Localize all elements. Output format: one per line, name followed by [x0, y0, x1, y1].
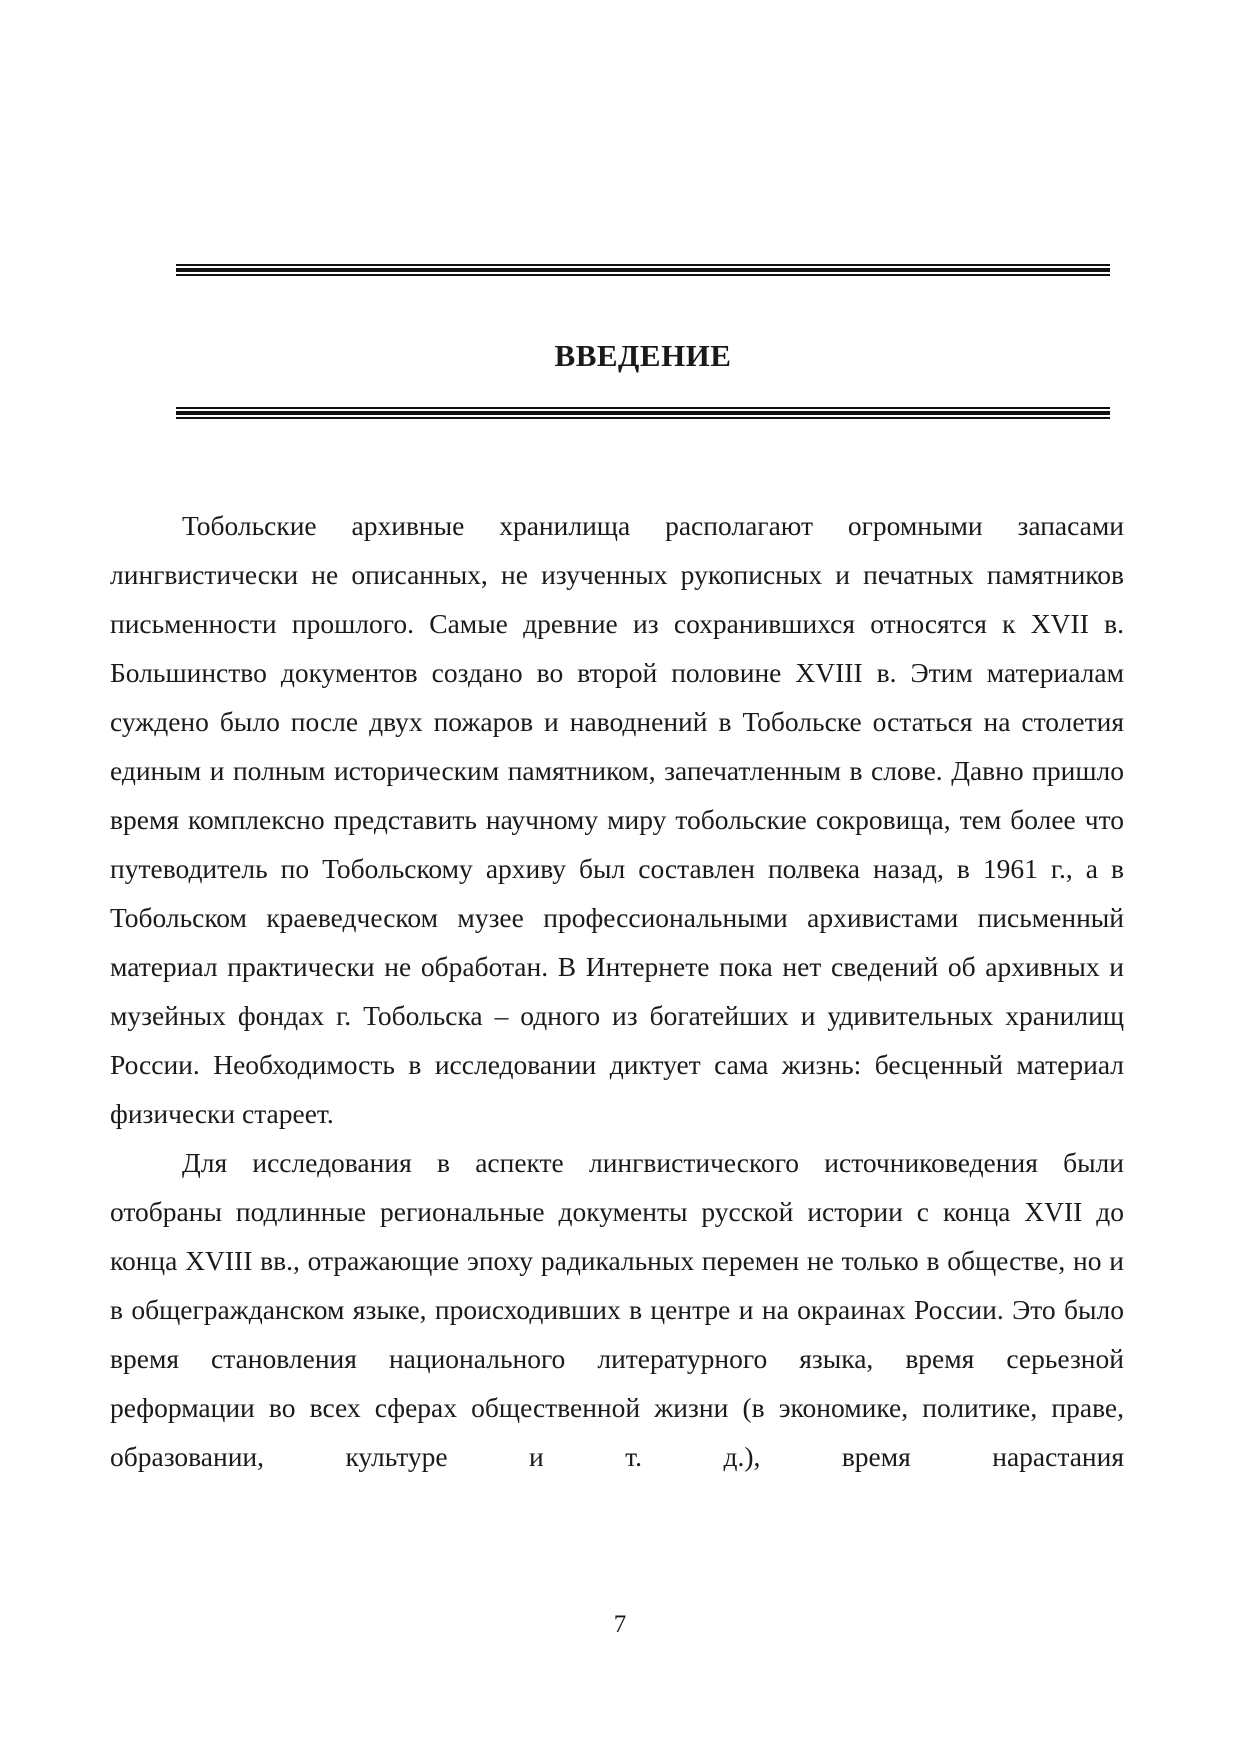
heading-bottom-rule	[176, 407, 1110, 419]
chapter-heading: ВВЕДЕНИЕ	[554, 338, 732, 373]
paragraph: Тобольские архивные хранилища располагают огромными запасами лингвистически не описанных, не изученных рукописных и печатных памятников письменности прошлого. Самые древние из сохранившихся относятся к XVII в. Большинство документов создано во второй половине XVIII в. Этим материалам суждено было после двух пожаров и наводнений в Тобольске остаться на столетия единым и полным историческим памятником, запечатленным в слове. Давно пришло время комплексно представить научному миру тобольские сокровища, тем более что путеводитель по Тобольскому архиву был составлен полвека назад, в 1961 г., а в Тобольском краеведческом музее профессиональными архивистами письменный материал практически не обработан. В Интернете пока нет сведений об архивных и музейных фондах г. Тобольска – одного из богатейших и удивительных хранилищ России. Необходимость в исследовании диктует сама жизнь: бесценный материал физически стареет.	[110, 510, 1124, 1129]
heading-top-rule	[176, 264, 1110, 276]
body-text	[110, 501, 1124, 1481]
page-number: 7	[613, 1611, 627, 1638]
paragraph: Для исследования в аспекте лингвистического источниковедения были отобраны подлинные региональные документы русской истории с конца XVII до конца XVIII вв., отражающие эпоху радикальных перемен не только в обществе, но и в общегражданском языке, происходивших в центре и на окраинах России. Это было время становления национального литературного языка, время серьезной реформации во всех сферах общественной жизни (в экономике, политике, праве, образовании, культуре и т. д.), время нарастания	[110, 1147, 1124, 1472]
